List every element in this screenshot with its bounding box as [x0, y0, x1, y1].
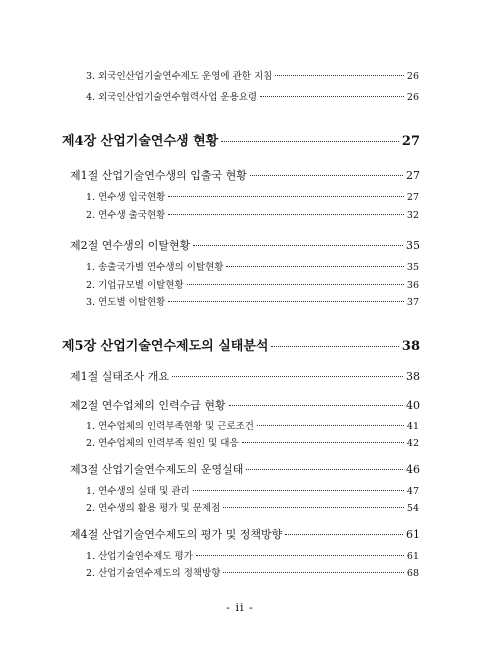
toc-item-page: 41: [406, 421, 419, 432]
toc-item[interactable]: [86, 68, 419, 82]
toc-item-page: 47: [406, 486, 419, 497]
toc-item-page: 68: [406, 568, 419, 579]
dot-leader: [246, 468, 403, 470]
section-page: 61: [406, 528, 420, 541]
toc-chapter-5[interactable]: [62, 335, 420, 354]
dot-leader: [223, 506, 404, 508]
dot-leader: [250, 174, 403, 176]
section-page: 38: [406, 370, 420, 383]
dot-leader: [275, 74, 404, 76]
chapter-page: 38: [401, 339, 420, 354]
section-page: 40: [406, 399, 420, 412]
toc-item-label: 1. 산업기술연수제도 평가: [86, 551, 193, 562]
toc-item-page: 26: [406, 92, 419, 103]
dot-leader: [226, 265, 403, 267]
toc-item[interactable]: [86, 548, 419, 562]
toc-item-label: 2. 기업규모별 이탈현황: [86, 280, 184, 291]
dot-leader: [193, 489, 404, 491]
toc-item-page: 35: [406, 262, 419, 273]
section-label: 제2절 연수업체의 인력수급 현황: [70, 399, 226, 412]
toc-chapter-4[interactable]: [62, 130, 420, 149]
toc-item-label: 2. 연수업체의 인력부족 원인 및 대응: [86, 438, 239, 449]
dot-leader: [223, 571, 404, 573]
toc-section[interactable]: [70, 526, 420, 542]
dot-leader: [242, 441, 404, 443]
toc-item[interactable]: [86, 500, 419, 514]
toc-item-page: 42: [406, 438, 419, 449]
dot-leader: [187, 283, 404, 285]
section-label: 제2절 연수생의 이탈현황: [70, 239, 191, 252]
section-label: 제3절 산업기술연수제도의 운영실태: [70, 463, 244, 476]
toc-item[interactable]: [86, 207, 419, 221]
dot-leader: [168, 213, 404, 215]
toc-item-page: 32: [406, 210, 419, 221]
section-label: 제4절 산업기술연수제도의 평가 및 정책방향: [70, 528, 283, 541]
toc-item-label: 3. 외국인산업기술연수제도 운영에 관한 지침: [86, 71, 273, 82]
toc-item[interactable]: [86, 483, 419, 497]
toc-item-label: 1. 송출국가별 연수생의 이탈현황: [86, 262, 224, 273]
dot-leader: [193, 244, 403, 246]
toc-item-page: 54: [406, 503, 419, 514]
toc-item[interactable]: [86, 89, 419, 103]
dot-leader: [168, 300, 404, 302]
toc-item[interactable]: [86, 277, 419, 291]
dot-leader: [221, 140, 399, 142]
chapter-label: 제4장 산업기술연수생 현황: [62, 134, 219, 149]
toc-section[interactable]: [70, 368, 420, 384]
toc-item-label: 1. 연수생의 실태 및 관리: [86, 486, 190, 497]
toc-item-label: 4. 외국인산업기술연수협력사업 운용요령: [86, 92, 258, 103]
toc-item-page: 27: [406, 192, 419, 203]
toc-item[interactable]: [86, 259, 419, 273]
toc-item-label: 1. 연수생 입국현황: [86, 192, 166, 203]
toc-item-label: 3. 연도별 이탈현황: [86, 297, 166, 308]
toc-item-page: 37: [406, 297, 419, 308]
toc-item[interactable]: [86, 418, 419, 432]
toc-item-label: 2. 연수생의 활용 평가 및 문제점: [86, 503, 221, 514]
toc-section[interactable]: [70, 461, 420, 477]
toc-item-page: 36: [406, 280, 419, 291]
toc-section[interactable]: [70, 237, 420, 253]
toc-item-label: 2. 연수생 출국현황: [86, 210, 166, 221]
section-page: 46: [406, 463, 420, 476]
toc-section[interactable]: [70, 397, 420, 413]
toc-section[interactable]: [70, 167, 420, 183]
section-label: 제1절 산업기술연수생의 입출국 현황: [70, 169, 247, 182]
toc-item-page: 61: [406, 551, 419, 562]
section-page: 27: [406, 169, 420, 182]
dot-leader: [260, 95, 404, 97]
page-number-footer: - ii -: [226, 601, 254, 614]
chapter-page: 27: [401, 134, 420, 149]
toc-item-label: 2. 산업기술연수제도의 정책방향: [86, 568, 221, 579]
toc-item[interactable]: [86, 294, 419, 308]
toc-item[interactable]: [86, 189, 419, 203]
toc-item-page: 26: [406, 71, 419, 82]
chapter-label: 제5장 산업기술연수제도의 실태분석: [62, 339, 269, 354]
toc-item[interactable]: [86, 435, 419, 449]
dot-leader: [196, 554, 404, 556]
section-label: 제1절 실태조사 개요: [70, 370, 169, 383]
dot-leader: [229, 404, 403, 406]
dot-leader: [271, 345, 398, 347]
dot-leader: [257, 424, 404, 426]
dot-leader: [168, 195, 404, 197]
toc-item[interactable]: [86, 565, 419, 579]
toc-item-label: 1. 연수업체의 인력부족현황 및 근로조건: [86, 421, 254, 432]
dot-leader: [172, 375, 403, 377]
dot-leader: [285, 533, 403, 535]
section-page: 35: [406, 239, 420, 252]
